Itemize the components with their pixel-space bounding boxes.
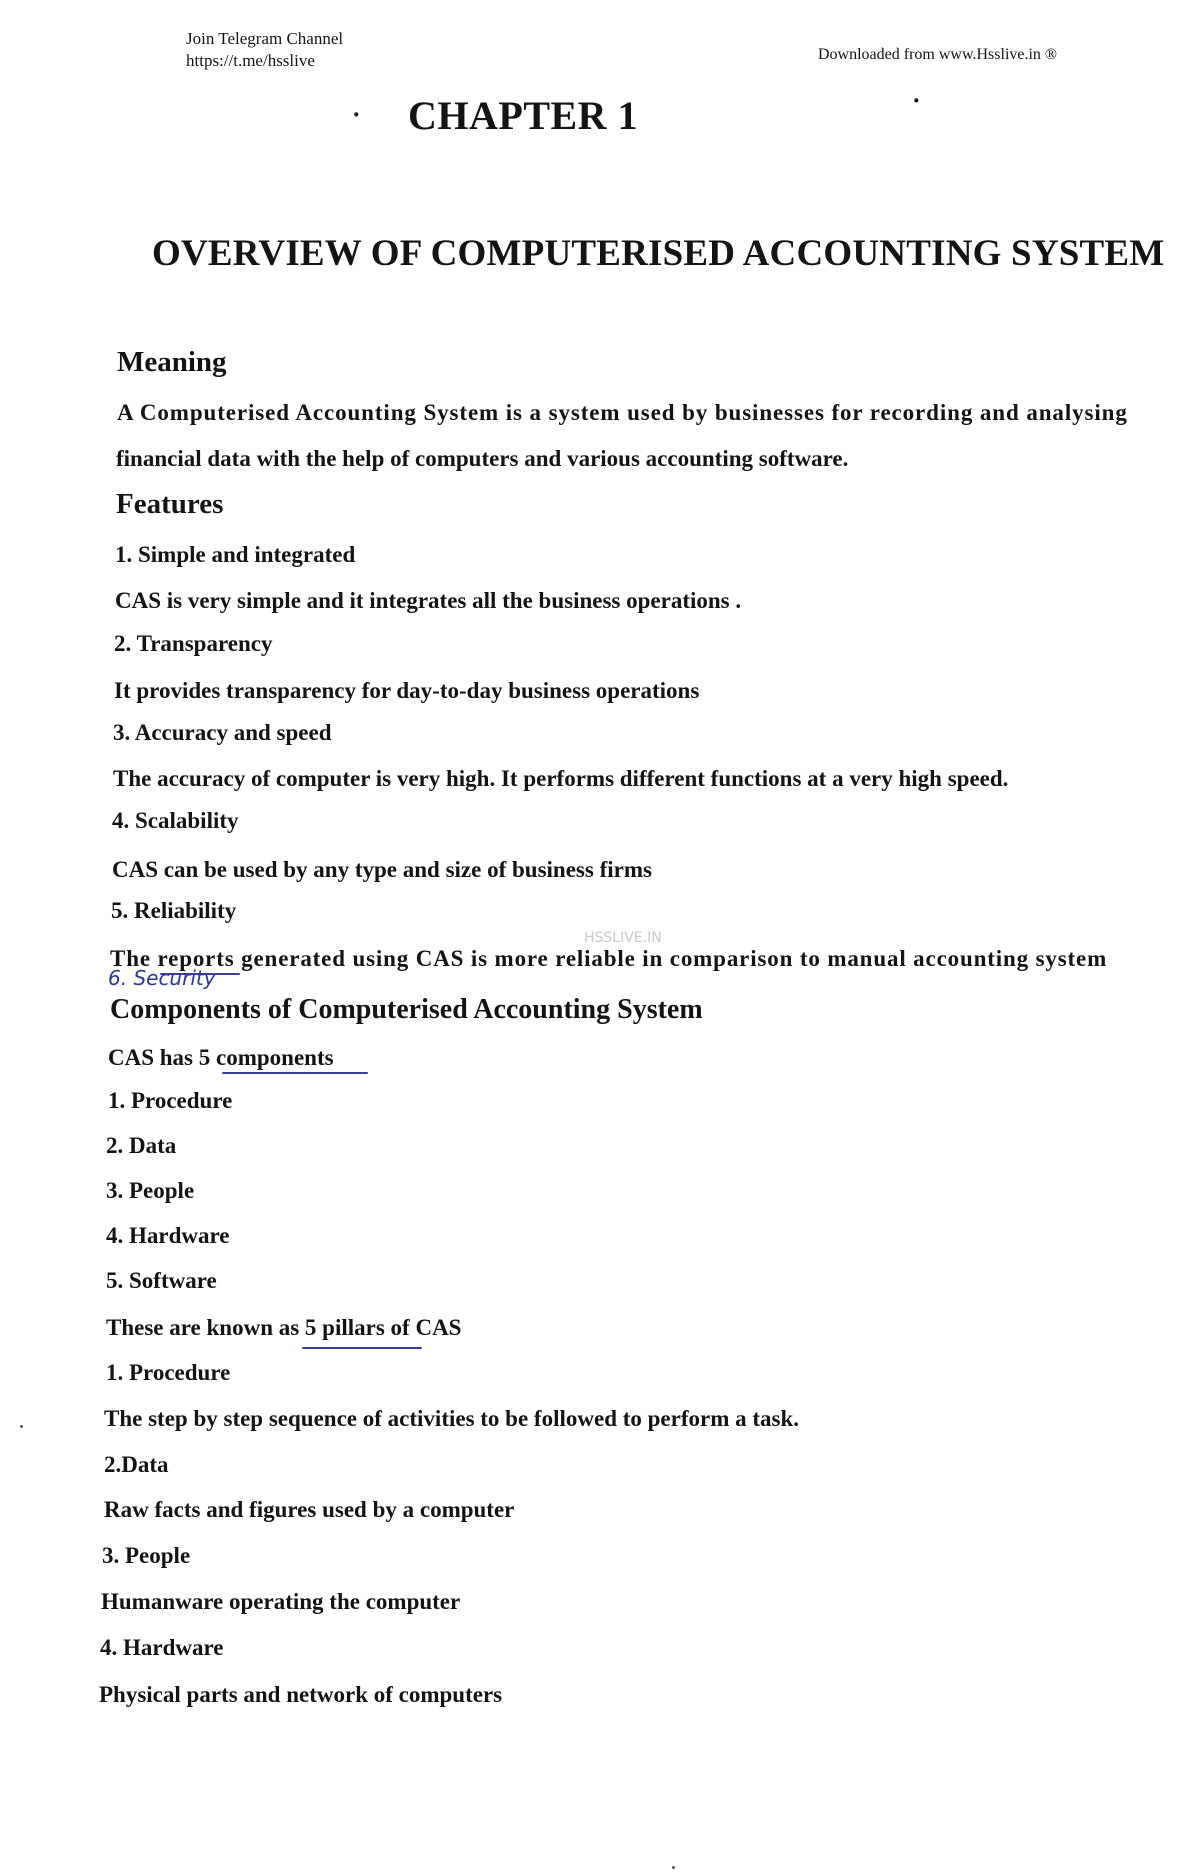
component-list-1: 1. Procedure: [108, 1088, 233, 1113]
header-telegram-link[interactable]: https://t.me/hsslive: [186, 51, 315, 70]
chapter-title: CHAPTER 1: [408, 93, 639, 138]
detail-1-desc: The step by step sequence of activities to be followed to perform a task.: [104, 1406, 800, 1431]
scan-speck: [672, 1866, 675, 1869]
detail-1-title: 1. Procedure: [106, 1360, 231, 1385]
handwritten-security-note: 6. Security: [108, 966, 216, 990]
components-intro: CAS has 5 components: [108, 1045, 334, 1070]
feature-2-title: 2. Transparency: [114, 631, 273, 656]
bullet-dot-left: ·: [352, 100, 361, 129]
component-list-4: 4. Hardware: [106, 1223, 230, 1248]
feature-3-desc: The accuracy of computer is very high. It performs different functions at a very high speed.: [113, 766, 1009, 791]
scan-speck: [20, 1425, 23, 1428]
feature-1-desc: CAS is very simple and it integrates all the business operations .: [115, 588, 742, 613]
feature-5-title: 5. Reliability: [111, 898, 237, 923]
main-title: OVERVIEW OF COMPUTERISED ACCOUNTING SYSTEM: [152, 233, 1165, 274]
feature-4-desc: CAS can be used by any type and size of business firms: [112, 857, 652, 882]
features-heading: Features: [116, 488, 224, 520]
meaning-heading: Meaning: [117, 346, 227, 378]
component-list-5: 5. Software: [106, 1268, 217, 1293]
components-underline: [222, 1072, 368, 1074]
feature-4-title: 4. Scalability: [112, 808, 239, 833]
pillars-line: These are known as 5 pillars of CAS: [106, 1315, 462, 1340]
meaning-line-2: financial data with the help of computers and various accounting software.: [116, 446, 849, 471]
detail-2-title: 2.Data: [104, 1452, 169, 1477]
detail-4-title: 4. Hardware: [100, 1635, 224, 1660]
detail-2-desc: Raw facts and figures used by a computer: [104, 1497, 515, 1522]
component-list-2: 2. Data: [106, 1133, 177, 1158]
watermark: HSSLIVE.IN: [584, 930, 662, 946]
meaning-line-1: [117, 400, 1157, 426]
detail-3-desc: Humanware operating the computer: [101, 1589, 461, 1614]
detail-4-desc: Physical parts and network of computers: [99, 1682, 503, 1707]
component-list-3: 3. People: [106, 1178, 195, 1203]
bullet-dot-right: ·: [912, 86, 921, 115]
feature-5-desc: The reports generated using CAS is more reliable in comparison to manual accounting system: [110, 946, 1108, 971]
feature-2-desc: It provides transparency for day-to-day business operations: [114, 678, 700, 703]
detail-3-title: 3. People: [102, 1543, 191, 1568]
components-heading: Components of Computerised Accounting System: [110, 994, 703, 1025]
feature-1-title: 1. Simple and integrated: [115, 542, 356, 567]
header-telegram-title: Join Telegram Channel: [186, 29, 344, 48]
feature-3-title: 3. Accuracy and speed: [113, 720, 332, 745]
header-telegram: [186, 28, 343, 72]
pillars-underline: [302, 1347, 422, 1349]
header-download-source: Downloaded from www.Hsslive.in ®: [818, 46, 1058, 63]
meaning-line-1-text: A Computerised Accounting System is a system used by businesses for recording and analysing: [117, 400, 1128, 425]
